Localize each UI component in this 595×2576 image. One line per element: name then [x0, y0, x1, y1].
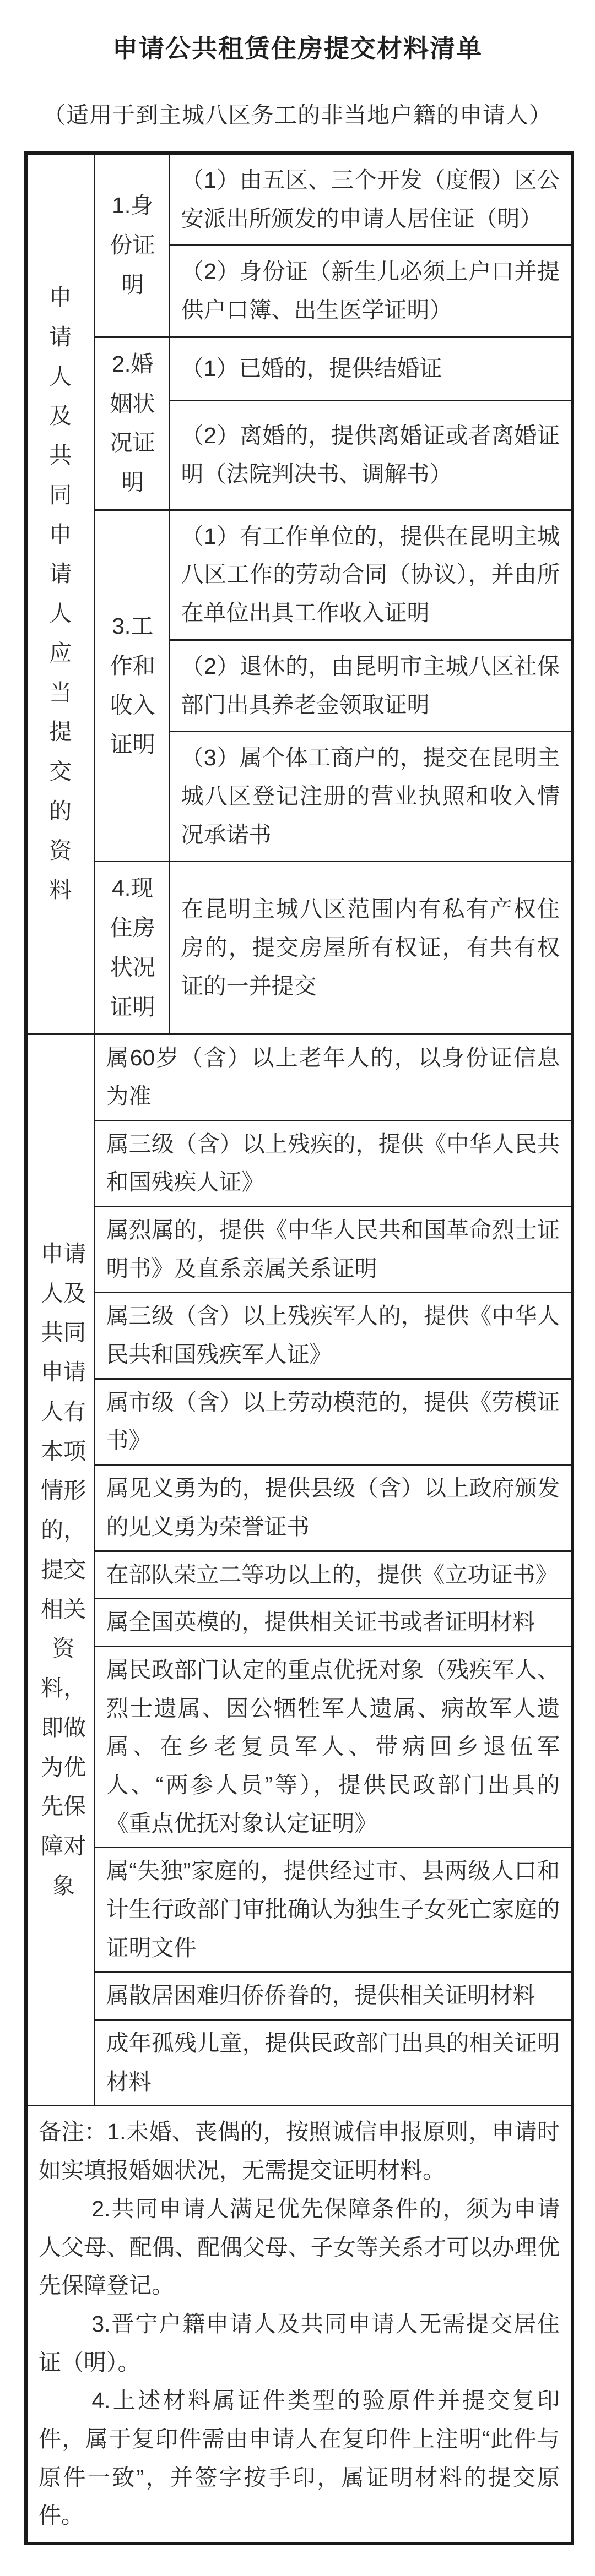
- materials-table: [24, 151, 574, 2545]
- material-item-cell: （2）退休的，由昆明市主城八区社保部门出具养老金领取证明: [169, 640, 572, 731]
- group-label-cell-income: 3.工作和收入证明: [94, 510, 169, 862]
- priority-item-cell: 属民政部门认定的重点优抚对象（残疾军人、烈士遗属、因公牺牲军人遗属、病故军人遗属、在乡老复员军人、带病回乡退伍军人、“两参人员”等），提供民政部门出具的《重点优抚对象认定证明》: [94, 1646, 572, 1847]
- table-row: [26, 1551, 572, 1599]
- table-row: [26, 510, 572, 640]
- table-row: [26, 1599, 572, 1647]
- table-row: [26, 1465, 572, 1551]
- table-row: [26, 1848, 572, 1972]
- table-row: [26, 1207, 572, 1293]
- priority-item-cell: 属60岁（含）以上老年人的，以身份证信息为准: [94, 1034, 572, 1120]
- priority-item-cell: 成年孤残儿童，提供民政部门出具的相关证明材料: [94, 2020, 572, 2106]
- material-item-cell: （1）由五区、三个开发（度假）区公安派出所颁发的申请人居住证（明）: [169, 153, 572, 246]
- note-paragraph-2: 2.共同申请人满足优先保障条件的，须为申请人父母、配偶、配偶父母、子女等关系才可以办理优先保障登记。: [39, 2196, 560, 2299]
- table-row: [26, 153, 572, 246]
- section1-header-cell: [26, 153, 94, 1034]
- material-item-cell: （1）已婚的，提供结婚证: [169, 337, 572, 400]
- material-item-cell: （2）离婚的，提供离婚证或者离婚证明（法院判决书、调解书）: [169, 401, 572, 510]
- section2-header-cell: [26, 1034, 94, 2106]
- group-label-cell-housing: 4.现住房状况证明: [94, 862, 169, 1034]
- material-item-cell: （1）有工作单位的，提供在昆明主城八区工作的劳动合同（协议），并由所在单位出具工作收入证明: [169, 510, 572, 640]
- priority-item-cell: 属“失独”家庭的，提供经过市、县两级人口和计生行政部门审批确认为独生子女死亡家庭的证明文件: [94, 1848, 572, 1972]
- material-item-cell: （3）属个体工商户的，提交在昆明主城八区登记注册的营业执照和收入情况承诺书: [169, 732, 572, 862]
- note-paragraph-3: 3.晋宁户籍申请人及共同申请人无需提交居住证（明）。: [39, 2311, 560, 2375]
- table-row: [26, 1972, 572, 2020]
- page-subtitle: （适用于到主城八区务工的非当地户籍的申请人）: [43, 102, 552, 128]
- priority-item-cell: 属烈属的，提供《中华人民共和国革命烈士证明书》及直系亲属关系证明: [94, 1207, 572, 1293]
- table-row: [26, 2106, 572, 2544]
- table-row: [26, 1120, 572, 1206]
- table-row: [26, 1646, 572, 1847]
- priority-item-cell: 属见义勇为的，提供县级（含）以上政府颁发的见义勇为荣誉证书: [94, 1465, 572, 1551]
- note-paragraph-1: 备注：1.未婚、丧偶的，按照诚信申报原则，申请时如实填报婚姻状况，无需提交证明材料。: [39, 2119, 560, 2183]
- table-row: [26, 2020, 572, 2106]
- group-label-cell-identity: 1.身份证明: [94, 153, 169, 337]
- table-row: [26, 1293, 572, 1379]
- priority-item-cell: 在部队荣立二等功以上的，提供《立功证书》: [94, 1551, 572, 1599]
- priority-item-cell: 属全国英模的，提供相关证书或者证明材料: [94, 1599, 572, 1647]
- notes-cell: [26, 2106, 572, 2544]
- page-title: 申请公共租赁住房提交材料清单: [112, 34, 483, 63]
- priority-item-cell: 属三级（含）以上残疾的，提供《中华人民共和国残疾人证》: [94, 1120, 572, 1206]
- section2-header-text: 申请人及共同申请人有本项情形的，提交相关资料，即做为优先保障对象: [41, 1240, 86, 1898]
- note-paragraph-4: 4.上述材料属证件类型的验原件并提交复印件，属于复印件需由申请人在复印件上注明“此件与原件一致”，并签字按手印，属证明材料的提交原件。: [39, 2388, 560, 2529]
- table-row: [26, 1034, 572, 1120]
- section1-header-text: 申请人及共同申请人应当提交的资料: [49, 285, 72, 903]
- material-item-cell: （2）身份证（新生儿必须上户口并提供户口簿、出生医学证明）: [169, 246, 572, 337]
- priority-item-cell: 属三级（含）以上残疾军人的，提供《中华人民共和国残疾军人证》: [94, 1293, 572, 1379]
- table-row: [26, 1379, 572, 1464]
- material-item-cell: 在昆明主城八区范围内有私有产权住房的，提交房屋所有权证，有共有权证的一并提交: [169, 862, 572, 1034]
- table-row: [26, 337, 572, 400]
- priority-item-cell: 属散居困难归侨侨眷的，提供相关证明材料: [94, 1972, 572, 2020]
- table-row: [26, 862, 572, 1034]
- group-label-cell-marriage: 2.婚姻状况证明: [94, 337, 169, 510]
- priority-item-cell: 属市级（含）以上劳动模范的，提供《劳模证书》: [94, 1379, 572, 1464]
